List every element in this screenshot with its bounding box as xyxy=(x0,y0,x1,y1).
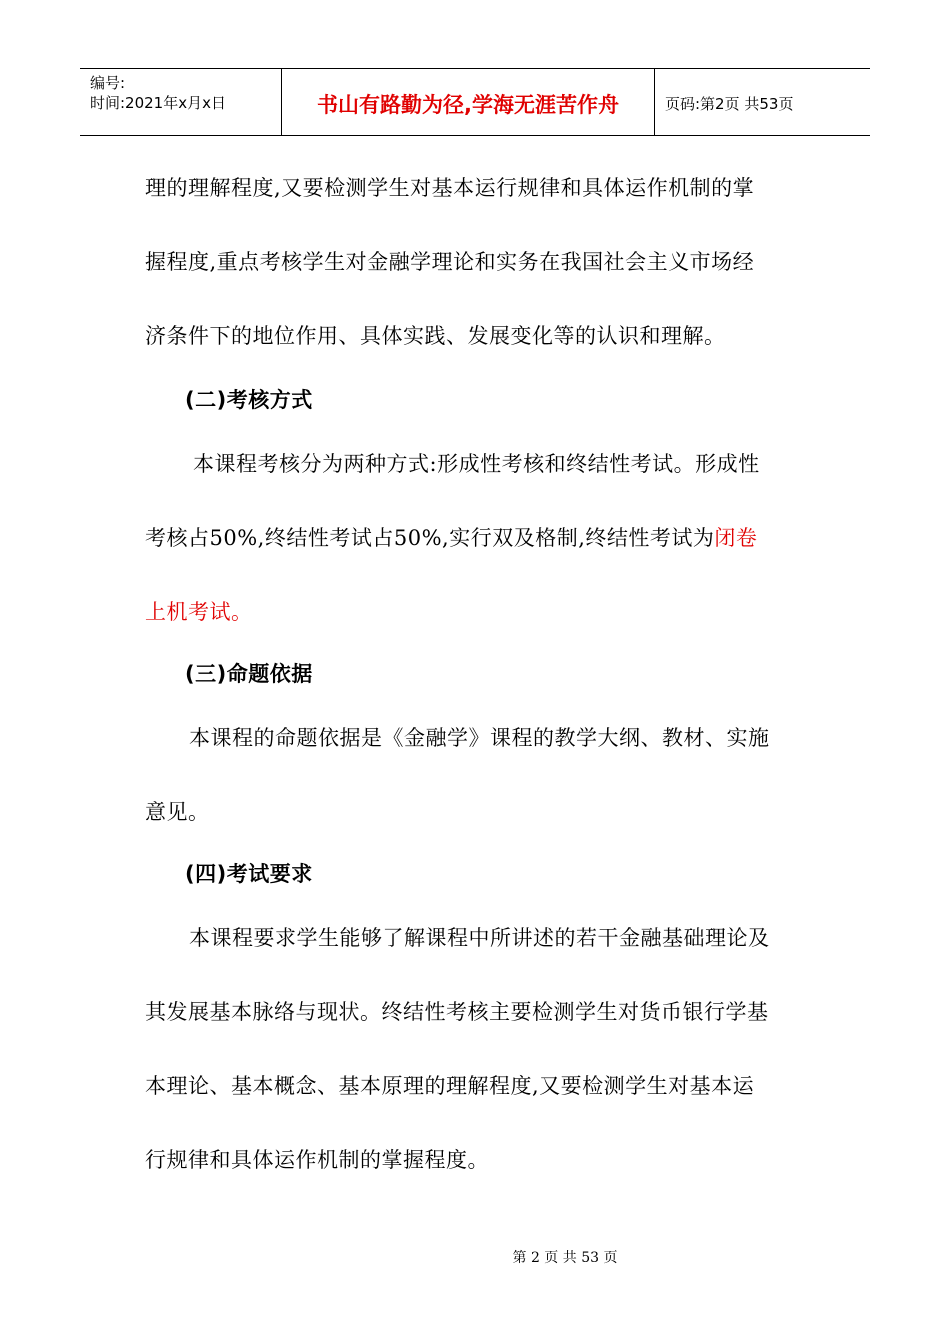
paragraph-line: 本课程考核分为两种方式:形成性考核和终结性考试。形成性 xyxy=(193,452,760,476)
document-date: 时间:2021年x月x日 xyxy=(90,94,226,112)
section-heading: (二)考核方式 xyxy=(185,388,313,412)
paragraph-line: 意见。 xyxy=(145,800,210,824)
paragraph-line: 济条件下的地位作用、具体实践、发展变化等的认识和理解。 xyxy=(145,324,726,348)
header-meta xyxy=(80,69,282,135)
page-footer: 第 2 页 共 53 页 xyxy=(512,1250,618,1266)
paragraph-line: 握程度,重点考核学生对金融学理论和实务在我国社会主义市场经 xyxy=(145,250,755,274)
document-number: 编号: xyxy=(90,74,126,92)
paragraph-line: 行规律和具体运作机制的掌握程度。 xyxy=(145,1148,489,1172)
header-page-info: 页码:第2页 共53页 xyxy=(665,94,794,113)
paragraph-line: 本课程要求学生能够了解课程中所讲述的若干金融基础理论及 xyxy=(189,926,770,950)
paragraph-line xyxy=(145,522,757,552)
highlight-line: 上机考试。 xyxy=(145,600,253,624)
section-heading: (三)命题依据 xyxy=(185,662,313,686)
paragraph-line: 本课程的命题依据是《金融学》课程的教学大纲、教材、实施 xyxy=(189,726,770,750)
paragraph-line: 理的理解程度,又要检测学生对基本运行规律和具体运作机制的掌 xyxy=(145,176,755,200)
paragraph-line: 其发展基本脉络与现状。终结性考核主要检测学生对货币银行学基 xyxy=(145,1000,769,1024)
paragraph-text: 考核占50%,终结性考试占50%,实行双及格制,终结性考试为 xyxy=(145,526,715,550)
header-motto: 书山有路勤为径,学海无涯苦作舟 xyxy=(282,69,655,135)
section-heading: (四)考试要求 xyxy=(185,862,313,886)
page-header xyxy=(80,68,870,136)
paragraph-line: 本理论、基本概念、基本原理的理解程度,又要检测学生对基本运 xyxy=(145,1074,755,1098)
highlight-text: 闭卷 xyxy=(714,526,758,550)
